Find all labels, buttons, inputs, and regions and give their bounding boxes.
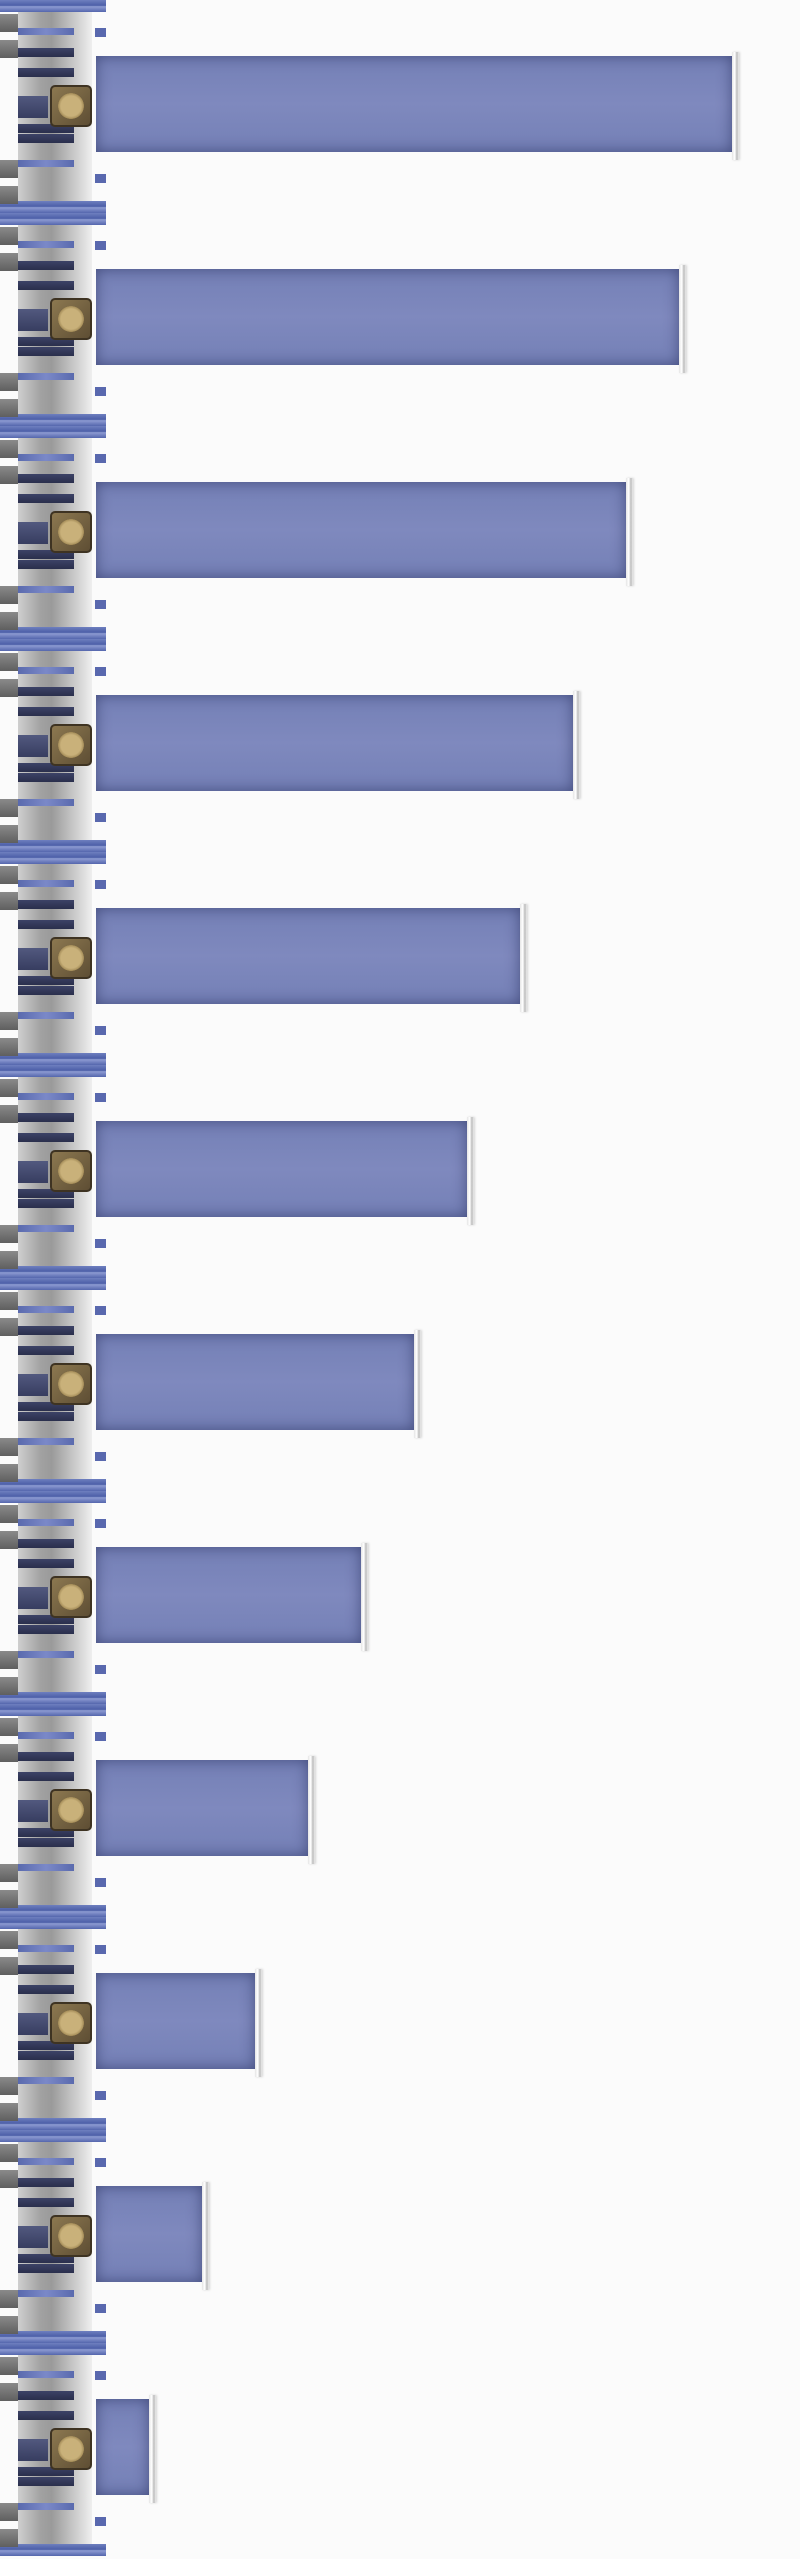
rivet-block — [0, 2077, 18, 2095]
progress-bar — [96, 908, 520, 1004]
rivet-block — [0, 1292, 18, 1310]
dark-groove — [18, 1133, 74, 1142]
blue-band — [18, 1945, 74, 1952]
rivet-block — [0, 1744, 18, 1762]
dark-groove — [18, 347, 74, 356]
blue-band — [18, 1093, 74, 1100]
rail-top — [0, 852, 106, 864]
progress-bar — [96, 1121, 467, 1217]
blue-band — [18, 160, 74, 167]
marker-pip — [95, 1945, 106, 1954]
blue-band — [18, 373, 74, 380]
progress-bar — [96, 2186, 202, 2282]
rivet-block — [0, 1038, 18, 1056]
blue-band — [18, 1732, 74, 1739]
blue-band — [18, 2503, 74, 2510]
rivet-block — [0, 612, 18, 630]
dark-groove — [18, 1965, 74, 1974]
dark-groove — [18, 2051, 74, 2060]
rivet-block — [0, 399, 18, 417]
progress-bar — [96, 269, 679, 365]
blue-band — [18, 2158, 74, 2165]
dark-groove — [18, 920, 74, 929]
rivet-block — [0, 679, 18, 697]
bolt-icon — [50, 937, 92, 979]
rail-top — [0, 1917, 106, 1929]
machine-strip — [0, 1278, 106, 1491]
progress-track — [96, 478, 796, 586]
bar-row — [0, 852, 800, 1065]
progress-bar — [96, 1973, 255, 2069]
progress-bar-cap — [308, 1756, 315, 1864]
progress-track — [96, 2395, 796, 2503]
bar-row — [0, 426, 800, 639]
progress-track — [96, 1543, 796, 1651]
progress-track — [96, 265, 796, 373]
dark-groove — [18, 48, 74, 57]
machine-strip — [0, 213, 106, 426]
bar-row — [0, 1917, 800, 2130]
marker-pip — [95, 28, 106, 37]
marker-pip — [95, 1519, 106, 1528]
marker-pip — [95, 1878, 106, 1887]
slot — [18, 1587, 48, 1609]
bolt-icon — [50, 1576, 92, 1618]
progress-bar-cap — [149, 2395, 156, 2503]
dark-groove — [18, 2411, 74, 2420]
rivet-block — [0, 2316, 18, 2334]
blue-band — [18, 2077, 74, 2084]
dark-groove — [18, 1625, 74, 1634]
dark-groove — [18, 1838, 74, 1847]
bolt-icon — [50, 85, 92, 127]
blue-band — [18, 1519, 74, 1526]
rivet-block — [0, 160, 18, 178]
rivet-block — [0, 1957, 18, 1975]
rivet-block — [0, 14, 18, 32]
machine-strip — [0, 2130, 106, 2343]
progress-bar-cap — [202, 2182, 209, 2290]
progress-bar — [96, 482, 626, 578]
blue-band — [18, 2290, 74, 2297]
slot — [18, 1800, 48, 1822]
rivet-block — [0, 1225, 18, 1243]
blue-band — [18, 799, 74, 806]
slot — [18, 2226, 48, 2248]
progress-bar — [96, 2399, 149, 2495]
rivet-block — [0, 2503, 18, 2521]
rivet-block — [0, 2103, 18, 2121]
rivet-block — [0, 1677, 18, 1695]
dark-groove — [18, 1752, 74, 1761]
progress-bar — [96, 1334, 414, 1430]
dark-groove — [18, 1199, 74, 1208]
bolt-icon — [50, 1150, 92, 1192]
rivet-block — [0, 373, 18, 391]
rivet-block — [0, 653, 18, 671]
rivet-block — [0, 1505, 18, 1523]
machine-strip — [0, 426, 106, 639]
progress-bar — [96, 1760, 308, 1856]
bar-row — [0, 1278, 800, 1491]
machine-strip — [0, 0, 106, 213]
rail-top — [0, 213, 106, 225]
rivet-block — [0, 1464, 18, 1482]
rivet-block — [0, 825, 18, 843]
slot — [18, 522, 48, 544]
dark-groove — [18, 707, 74, 716]
bolt-icon — [50, 2428, 92, 2470]
dark-groove — [18, 474, 74, 483]
dark-groove — [18, 2477, 74, 2486]
progress-track — [96, 2182, 796, 2290]
dark-groove — [18, 1559, 74, 1568]
slot — [18, 948, 48, 970]
marker-pip — [95, 241, 106, 250]
bar-row — [0, 1491, 800, 1704]
bar-row — [0, 0, 800, 213]
rail-top — [0, 1278, 106, 1290]
bar-row — [0, 213, 800, 426]
marker-pip — [95, 1732, 106, 1741]
slot — [18, 96, 48, 118]
progress-track — [96, 1756, 796, 1864]
bar-row — [0, 639, 800, 852]
dark-groove — [18, 1346, 74, 1355]
blue-band — [18, 586, 74, 593]
rivet-block — [0, 466, 18, 484]
dark-groove — [18, 560, 74, 569]
rivet-block — [0, 2529, 18, 2547]
rail-top — [0, 639, 106, 651]
dark-groove — [18, 1772, 74, 1781]
bolt-icon — [50, 298, 92, 340]
slot — [18, 309, 48, 331]
dark-groove — [18, 1113, 74, 1122]
marker-pip — [95, 1452, 106, 1461]
machine-strip — [0, 1491, 106, 1704]
progress-track — [96, 904, 796, 1012]
progress-bar — [96, 695, 573, 791]
dark-groove — [18, 2391, 74, 2400]
rail-top — [0, 1065, 106, 1077]
rivet-block — [0, 1079, 18, 1097]
machine-strip — [0, 2343, 106, 2556]
progress-bar — [96, 56, 732, 152]
marker-pip — [95, 1093, 106, 1102]
rivet-block — [0, 2357, 18, 2375]
rivet-block — [0, 2170, 18, 2188]
progress-track — [96, 1969, 796, 2077]
marker-pip — [95, 2091, 106, 2100]
slot — [18, 1374, 48, 1396]
rivet-block — [0, 1531, 18, 1549]
bolt-icon — [50, 724, 92, 766]
progress-track — [96, 52, 796, 160]
dark-groove — [18, 986, 74, 995]
blue-band — [18, 1225, 74, 1232]
rivet-block — [0, 253, 18, 271]
rivet-block — [0, 186, 18, 204]
machine-strip — [0, 852, 106, 1065]
blue-band — [18, 454, 74, 461]
machine-strip — [0, 1065, 106, 1278]
rivet-block — [0, 440, 18, 458]
marker-pip — [95, 2158, 106, 2167]
slot — [18, 2439, 48, 2461]
blue-band — [18, 241, 74, 248]
dark-groove — [18, 687, 74, 696]
machine-strip — [0, 1917, 106, 2130]
bolt-icon — [50, 2002, 92, 2044]
marker-pip — [95, 880, 106, 889]
progress-bar-cap — [361, 1543, 368, 1651]
dark-groove — [18, 1539, 74, 1548]
dark-groove — [18, 1985, 74, 1994]
dark-groove — [18, 1412, 74, 1421]
rivet-block — [0, 1718, 18, 1736]
marker-pip — [95, 2304, 106, 2313]
bar-row — [0, 1065, 800, 1278]
blue-band — [18, 28, 74, 35]
rivet-block — [0, 1012, 18, 1030]
bar-row — [0, 2343, 800, 2556]
rivet-block — [0, 1438, 18, 1456]
marker-pip — [95, 387, 106, 396]
rivet-block — [0, 227, 18, 245]
machine-strip — [0, 639, 106, 852]
marker-pip — [95, 667, 106, 676]
marker-pip — [95, 1239, 106, 1248]
slot — [18, 2013, 48, 2035]
progress-bar-cap — [679, 265, 686, 373]
marker-pip — [95, 1026, 106, 1035]
blue-band — [18, 1438, 74, 1445]
marker-pip — [95, 1306, 106, 1315]
dark-groove — [18, 261, 74, 270]
rivet-block — [0, 1890, 18, 1908]
bar-row — [0, 1704, 800, 1917]
rivet-block — [0, 2383, 18, 2401]
progress-bar-cap — [467, 1117, 474, 1225]
progress-bar-cap — [732, 52, 739, 160]
marker-pip — [95, 600, 106, 609]
rivet-block — [0, 40, 18, 58]
rivet-block — [0, 1105, 18, 1123]
marker-pip — [95, 454, 106, 463]
marker-pip — [95, 2371, 106, 2380]
bolt-icon — [50, 1789, 92, 1831]
bolt-icon — [50, 2215, 92, 2257]
machine-strip — [0, 1704, 106, 1917]
dark-groove — [18, 900, 74, 909]
bolt-icon — [50, 511, 92, 553]
rail-top — [0, 426, 106, 438]
progress-bar-cap — [626, 478, 633, 586]
rail-top — [0, 2343, 106, 2355]
marker-pip — [95, 813, 106, 822]
blue-band — [18, 1306, 74, 1313]
marker-pip — [95, 2517, 106, 2526]
blue-band — [18, 1012, 74, 1019]
rivet-block — [0, 586, 18, 604]
dark-groove — [18, 2178, 74, 2187]
bar-row — [0, 2130, 800, 2343]
progress-bar-cap — [573, 691, 580, 799]
slot — [18, 735, 48, 757]
progress-bar — [96, 1547, 361, 1643]
rivet-block — [0, 2144, 18, 2162]
blue-band — [18, 667, 74, 674]
rivet-block — [0, 1651, 18, 1669]
blue-band — [18, 1864, 74, 1871]
dark-groove — [18, 773, 74, 782]
progress-bar-cap — [255, 1969, 262, 2077]
rail-top — [0, 0, 106, 12]
rivet-block — [0, 1251, 18, 1269]
dark-groove — [18, 2264, 74, 2273]
rail-top — [0, 2130, 106, 2142]
rivet-block — [0, 892, 18, 910]
progress-track — [96, 691, 796, 799]
rivet-block — [0, 866, 18, 884]
marker-pip — [95, 1665, 106, 1674]
dark-groove — [18, 68, 74, 77]
rivet-block — [0, 1931, 18, 1949]
rivet-block — [0, 1864, 18, 1882]
rivet-block — [0, 2290, 18, 2308]
dark-groove — [18, 494, 74, 503]
dark-groove — [18, 281, 74, 290]
rivet-block — [0, 799, 18, 817]
rail-top — [0, 1704, 106, 1716]
rail-top — [0, 1491, 106, 1503]
blue-band — [18, 2371, 74, 2378]
dark-groove — [18, 2198, 74, 2207]
bolt-icon — [50, 1363, 92, 1405]
rivet-block — [0, 1318, 18, 1336]
marker-pip — [95, 174, 106, 183]
progress-track — [96, 1117, 796, 1225]
dark-groove — [18, 134, 74, 143]
progress-track — [96, 1330, 796, 1438]
progress-bar-cap — [520, 904, 527, 1012]
blue-band — [18, 880, 74, 887]
blue-band — [18, 1651, 74, 1658]
slot — [18, 1161, 48, 1183]
progress-bar-cap — [414, 1330, 421, 1438]
dark-groove — [18, 1326, 74, 1335]
